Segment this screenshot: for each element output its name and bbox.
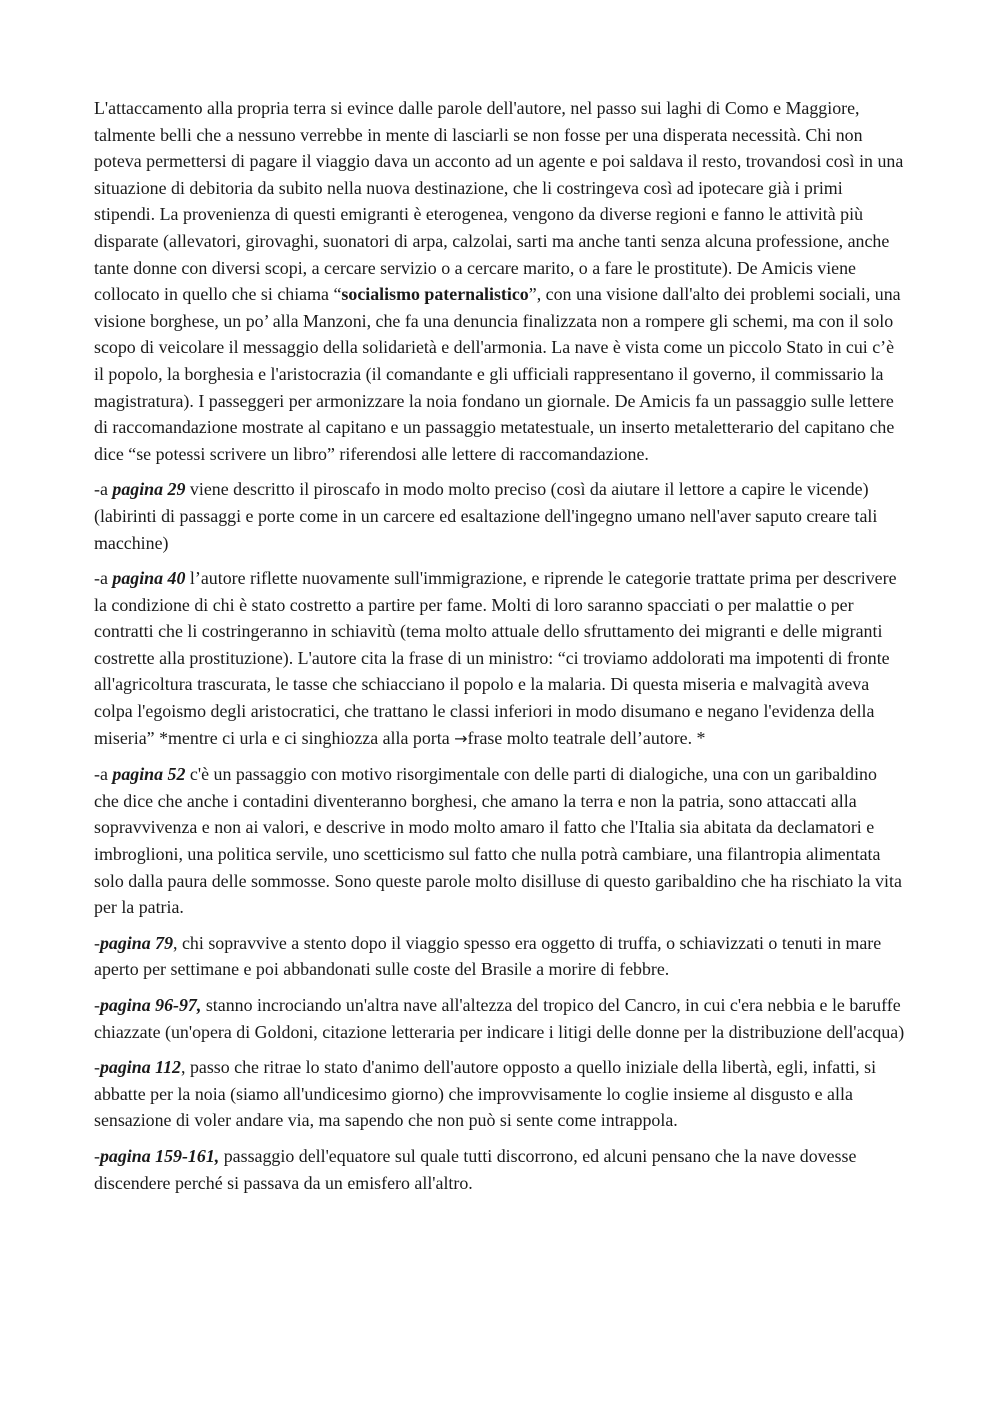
item-prefix: - bbox=[94, 1145, 100, 1166]
paragraph-intro bbox=[94, 95, 906, 467]
paragraph-text: , chi sopravvive a stento dopo il viaggio spesso era oggetto di truffa, o schiavizzati o tenuti in mare aperto per settimane e poi abbandonati sulle coste del Brasile a morire di febbre. bbox=[94, 932, 882, 980]
arrow-right-icon: → bbox=[454, 728, 468, 748]
page-reference: pagina 79 bbox=[99, 932, 174, 953]
page-reference: pagina 159-161, bbox=[99, 1145, 220, 1166]
item-prefix: -a bbox=[94, 479, 113, 500]
paragraph-page-96-97 bbox=[94, 992, 906, 1045]
paragraph-page-79 bbox=[94, 930, 906, 983]
paragraph-text: c'è un passaggio con motivo risorgimentale con delle parti di dialogiche, una con un garibaldino che dice che anche i contadini diventeranno borghesi, che amano la terra e non la patria, sono attaccati alla sopravvivenza e non ai valori, e descrive in modo molto amaro il fatto che l'Italia sia abitata da declamatori e imbroglioni, una politica servile, uno scetticismo sul fatto che nulla potrà cambiare, una filantropia alimentata solo dalla paura delle sommosse. Sono queste parole molto disilluse di questo garibaldino che ha rischiato la vita per la patria. bbox=[94, 764, 902, 918]
page-reference: pagina 52 bbox=[112, 764, 186, 785]
page-reference: pagina 40 bbox=[112, 568, 186, 589]
paragraph-text: passaggio dell'equatore sul quale tutti discorrono, ed alcuni pensano che la nave dovesse discendere perché si passava da un emisfero all'altro. bbox=[94, 1145, 857, 1193]
page-reference: pagina 29 bbox=[112, 479, 186, 500]
paragraph-text: frase molto teatrale dell’autore. * bbox=[467, 727, 706, 748]
document-page bbox=[94, 95, 906, 1205]
page-reference: pagina 96-97, bbox=[99, 995, 202, 1015]
paragraph-text: L'attaccamento alla propria terra si evince dalle parole dell'autore, nel passo sui laghi di Como e Maggiore, talmente belli che a nessuno verrebbe in mente di lasciarli se non fosse per una disperata necessità. Chi non poteva permettersi di pagare il viaggio dava un acconto ad un agente e poi saldava il resto, trovandosi così in una situazione di debitoria da subito nella nuova destinazione, che li costringeva così ad ipotecare già i primi stipendi. La provenienza di questi emigranti è eterogenea, vengono da diverse regioni e fanno le attività più disparate (allevatori, girovaghi, suonatori di arpa, calzolai, sarti ma anche tanti senza alcuna professione, anche tante donne con diversi scopi, a cercare servizio o a cercare marito, o a fare le prostitute). De Amicis viene collocato in quello che si chiama “ bbox=[94, 98, 904, 305]
paragraph-text: stanno incrociando un'altra nave all'altezza del tropico del Cancro, in cui c'era nebbia e le baruffe chiazzate (un'opera di Goldoni, citazione letteraria per indicare i litigi delle donne per la distribuzione dell'acqua) bbox=[94, 995, 905, 1042]
paragraph-text: l’autore riflette nuovamente sull'immigrazione, e riprende le categorie trattate prima per descrivere la condizione di chi è stato costretto a partire per fame. Molti di loro saranno spacciati o per malattie o per contratti che li costringeranno in schiavitù (tema molto attuale dello sfruttamento dei migranti e delle migranti costrette alla prostituzione). L'autore cita la frase di un ministro: “ci troviamo addolorati ma impotenti di fronte all'agricoltura trascurata, le tasse che schiacciano il popolo e la malaria. Di questa miseria e malvagità aveva colpa l'egoismo degli aristocratici, che trattano le classi inferiori in modo disumano e negano l'evidenza della miseria” *mentre ci urla e ci singhiozza alla porta bbox=[94, 568, 897, 748]
paragraph-text: , passo che ritrae lo stato d'animo dell'autore opposto a quello iniziale della libertà, egli, infatti, si abbatte per la noia (siamo all'undicesimo giorno) che improvvisamente lo coglie insieme al disgusto e alla sensazione di voler andare via, ma sapendo che non può si sente come intrappola. bbox=[94, 1057, 877, 1131]
paragraph-text: viene descritto il piroscafo in modo molto preciso (così da aiutare il lettore a capire le vicende) (labirinti di passaggi e porte come in un carcere ed esaltazione dell'ingegno umano nell'aver saputo creare tali macchine) bbox=[94, 479, 878, 553]
item-prefix: - bbox=[94, 1057, 100, 1078]
paragraph-page-52 bbox=[94, 761, 906, 921]
item-prefix: -a bbox=[94, 568, 113, 589]
paragraph-text: ”, con una visione dall'alto dei problemi sociali, una visione borghese, un po’ alla Manzoni, che fa una denuncia finalizzata non a rompere gli schemi, ma con il solo scopo di veicolare il messaggio della solidarietà e dell'armonia. La nave è vista come un piccolo Stato in cui c’è il popolo, la borghesia e l'aristocrazia (il comandante e gli ufficiali rappresentano il governo, il commissario la magistratura). I passeggeri per armonizzare la noia fondano un giornale. De Amicis fa un passaggio sulle lettere di raccomandazione mostrate al capitano e un passaggio metatestuale, un inserto metaletterario del capitano che dice “se potessi scrivere un libro” riferendosi alle lettere di raccomandazione. bbox=[94, 284, 901, 464]
paragraph-page-112 bbox=[94, 1054, 906, 1134]
paragraph-page-159-161 bbox=[94, 1143, 906, 1196]
bold-term: socialismo paternalistico bbox=[341, 284, 529, 305]
item-prefix: -a bbox=[94, 764, 113, 785]
paragraph-page-29 bbox=[94, 476, 906, 556]
paragraph-page-40 bbox=[94, 565, 906, 752]
item-prefix: - bbox=[94, 995, 100, 1015]
item-prefix: - bbox=[94, 932, 100, 953]
page-reference: pagina 112 bbox=[99, 1057, 181, 1078]
